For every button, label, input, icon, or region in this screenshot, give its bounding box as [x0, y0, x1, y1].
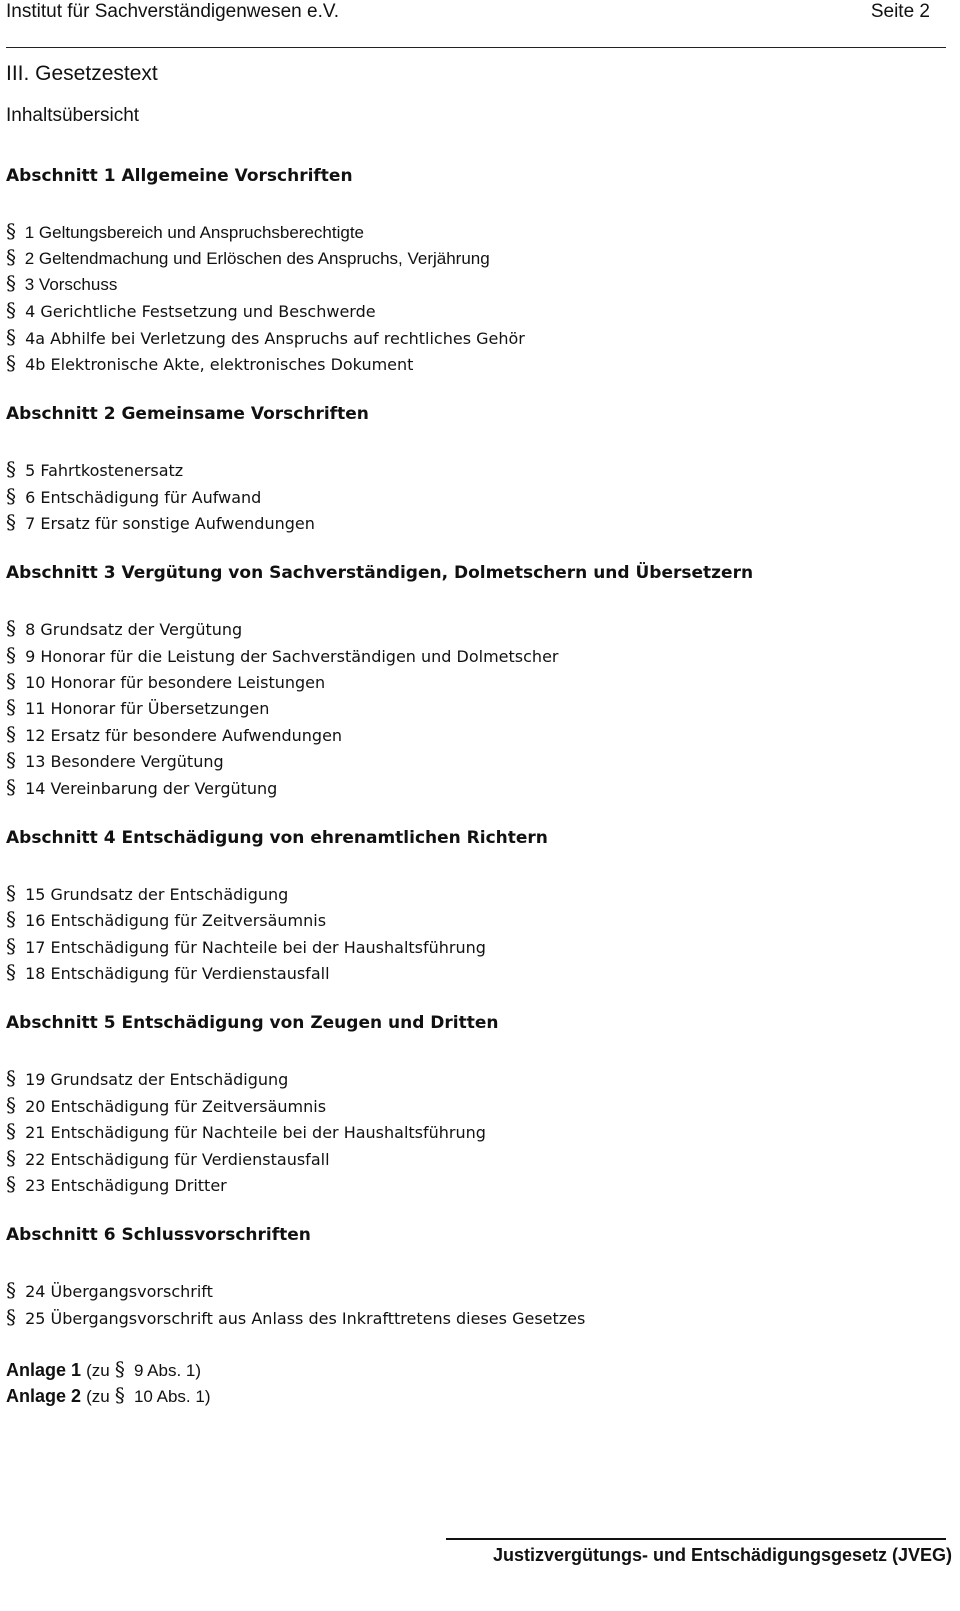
paragraph-icon: § [6, 510, 16, 534]
toc-item: § 24 Übergangsvorschrift [6, 1278, 213, 1302]
paragraph-icon: § [114, 1357, 125, 1381]
toc-item: § 20 Entschädigung für Zeitversäumnis [6, 1093, 327, 1117]
header-divider [6, 47, 946, 48]
toc-item: § 3 Vorschuss [6, 271, 118, 295]
toc-item: § 10 Honorar für besondere Leistungen [6, 669, 326, 693]
header-institute: Institut für Sachverständigenwesen e.V. [6, 1, 340, 22]
page-header [6, 0, 954, 26]
toc-item: § 11 Honorar für Übersetzungen [6, 695, 270, 719]
anlage-label: Anlage 1 [6, 1360, 82, 1380]
toc-item: § 5 Fahrtkostenersatz [6, 457, 184, 481]
paragraph-icon: § [6, 881, 16, 905]
paragraph-icon: § [6, 1172, 16, 1196]
toc-item: § 9 Honorar für die Leistung der Sachverständigen und Dolmetscher [6, 643, 559, 667]
anlage-entry: Anlage 1 (zu § 9 Abs. 1) [6, 1357, 202, 1381]
toc-item: § 4a Abhilfe bei Verletzung des Anspruchs auf rechtliches Gehör [6, 325, 525, 349]
section-heading: Abschnitt 2 Gemeinsame Vorschriften [6, 404, 369, 424]
toc-item: § 8 Grundsatz der Vergütung [6, 616, 243, 640]
toc-item: § 7 Ersatz für sonstige Aufwendungen [6, 510, 315, 534]
section-heading: Abschnitt 6 Schlussvorschriften [6, 1225, 311, 1245]
paragraph-icon: § [6, 457, 16, 481]
paragraph-icon: § [6, 775, 16, 799]
paragraph-icon: § [114, 1383, 125, 1407]
toc-item: § 13 Besondere Vergütung [6, 748, 224, 772]
paragraph-icon: § [6, 1066, 16, 1090]
toc-item: § 4b Elektronische Akte, elektronisches Dokument [6, 351, 414, 375]
paragraph-icon: § [6, 934, 16, 958]
document-title: III. Gesetzestext [6, 62, 158, 85]
paragraph-icon: § [6, 219, 16, 243]
paragraph-icon: § [6, 1278, 16, 1302]
section-heading: Abschnitt 5 Entschädigung von Zeugen und Dritten [6, 1013, 499, 1033]
paragraph-icon: § [6, 1146, 16, 1170]
paragraph-icon: § [6, 695, 16, 719]
toc-item: § 14 Vereinbarung der Vergütung [6, 775, 278, 799]
toc-item: § 18 Entschädigung für Verdienstausfall [6, 960, 330, 984]
paragraph-icon: § [6, 722, 16, 746]
toc-item: § 6 Entschädigung für Aufwand [6, 484, 262, 508]
toc-item: § 2 Geltendmachung und Erlöschen des Anspruchs, Verjährung [6, 245, 490, 269]
paragraph-icon: § [6, 484, 16, 508]
anlage-label: Anlage 2 [6, 1386, 82, 1406]
paragraph-icon: § [6, 298, 16, 322]
toc-item: § 21 Entschädigung für Nachteile bei der Haushaltsführung [6, 1119, 486, 1143]
toc-item: § 4 Gerichtliche Festsetzung und Beschwerde [6, 298, 376, 322]
paragraph-icon: § [6, 643, 16, 667]
toc-item: § 1 Geltungsbereich und Anspruchsberechtigte [6, 219, 365, 243]
section-heading: Abschnitt 4 Entschädigung von ehrenamtlichen Richtern [6, 828, 548, 848]
paragraph-icon: § [6, 271, 16, 295]
section-heading: Abschnitt 3 Vergütung von Sachverständigen, Dolmetschern und Übersetzern [6, 563, 754, 583]
paragraph-icon: § [6, 748, 16, 772]
toc-item: § 22 Entschädigung für Verdienstausfall [6, 1146, 330, 1170]
header-page-number: Seite 2 [870, 1, 930, 22]
paragraph-icon: § [6, 907, 16, 931]
page-footer: Justizvergütungs- und Entschädigungsgesetz (JVEG) [492, 1545, 952, 1565]
toc-item: § 15 Grundsatz der Entschädigung [6, 881, 289, 905]
paragraph-icon: § [6, 351, 16, 375]
paragraph-icon: § [6, 669, 16, 693]
paragraph-icon: § [6, 325, 16, 349]
paragraph-icon: § [6, 1093, 16, 1117]
toc-item: § 17 Entschädigung für Nachteile bei der Haushaltsführung [6, 934, 486, 958]
footer-divider [446, 1538, 946, 1540]
toc-item: § 19 Grundsatz der Entschädigung [6, 1066, 289, 1090]
toc-item: § 23 Entschädigung Dritter [6, 1172, 227, 1196]
paragraph-icon: § [6, 960, 16, 984]
toc-heading: Inhaltsübersicht [6, 105, 140, 126]
paragraph-icon: § [6, 1305, 16, 1329]
toc-item: § 12 Ersatz für besondere Aufwendungen [6, 722, 343, 746]
section-heading: Abschnitt 1 Allgemeine Vorschriften [6, 166, 353, 186]
toc-item: § 25 Übergangsvorschrift aus Anlass des Inkrafttretens dieses Gesetzes [6, 1305, 586, 1329]
paragraph-icon: § [6, 1119, 16, 1143]
paragraph-icon: § [6, 245, 16, 269]
toc-item: § 16 Entschädigung für Zeitversäumnis [6, 907, 327, 931]
anlage-entry: Anlage 2 (zu § 10 Abs. 1) [6, 1383, 211, 1407]
paragraph-icon: § [6, 616, 16, 640]
